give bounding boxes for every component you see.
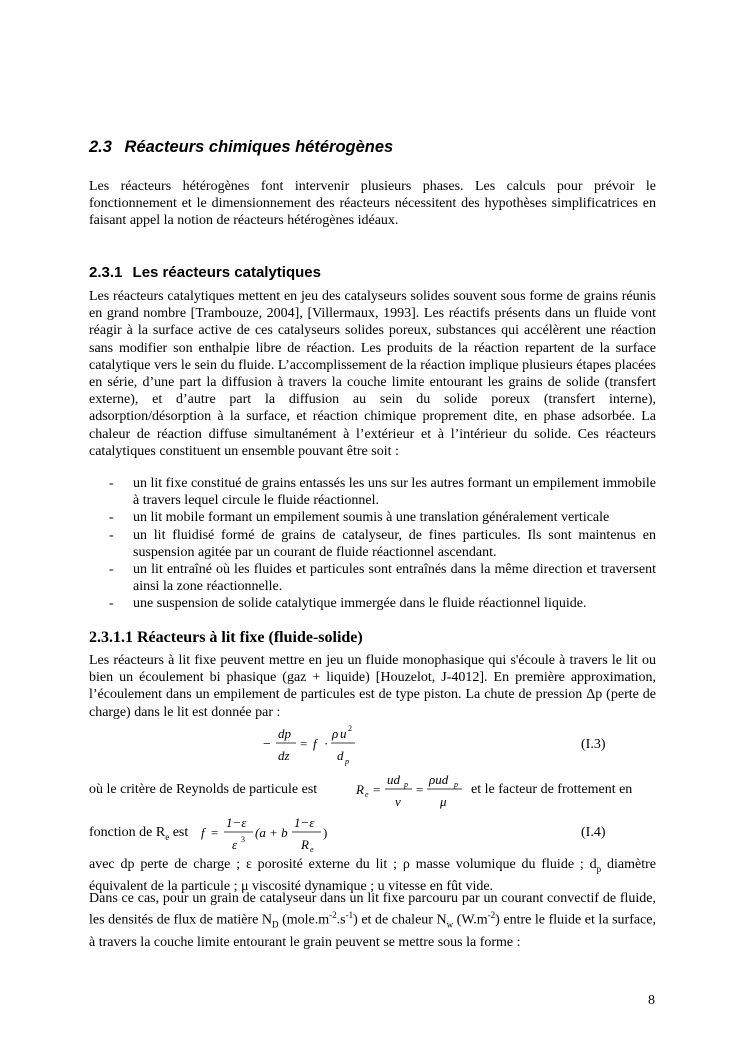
equation-tag-I3: (I.3) — [581, 737, 606, 752]
re-R: R — [356, 782, 364, 797]
subsection-heading — [89, 264, 321, 281]
bullet-marker: - — [109, 476, 114, 491]
re-equals-1: = — [373, 782, 381, 797]
bullet-marker: - — [109, 596, 114, 612]
subsubsection-heading — [89, 629, 363, 647]
eq2-den1: ε — [232, 837, 238, 852]
eq1-num-dp: dp — [278, 726, 291, 741]
section-intro-paragraph: Les réacteurs hétérogènes font intervenir plusieurs phases. Les calculs pour prévoir le fonctionnement et le dimensionnement des réacteurs nécessitent des hypothèses simplificatrices en faisant appel la notion de réacteurs hétérogènes idéaux. — [89, 179, 656, 229]
subsubsection-number: 2.3.1.1 — [89, 629, 133, 646]
eq1-u: u — [340, 726, 347, 741]
subsection-number: 2.3.1 — [89, 264, 123, 281]
bullet-marker: - — [109, 562, 114, 578]
list-item: - un lit mobile formant un empilement soumis à une translation généralement verticale — [109, 510, 610, 526]
re-num1-sub: p — [404, 780, 408, 789]
eq2-num1: 1−ε — [226, 815, 247, 830]
bullet-marker: - — [109, 510, 114, 526]
eq1-rho: ρ — [332, 726, 339, 741]
section-title: Réacteurs chimiques hétérogènes — [124, 138, 394, 156]
reynolds-text-left: où le critère de Reynolds de particule est — [89, 782, 318, 797]
eq1-equals: = — [300, 736, 308, 751]
reynolds-text-right: et le facteur de frottement en — [471, 782, 633, 797]
re-num1: ud — [387, 772, 400, 787]
equation-tag-I4: (I.4) — [581, 825, 606, 840]
eq2-open: (a + b — [255, 825, 288, 840]
friction-text-prefix: fonction de $R_e$ est — [89, 825, 189, 842]
eq2-close: ) — [323, 825, 328, 840]
re-den1: ν — [395, 794, 401, 809]
eq2-den2: R — [301, 837, 309, 852]
variables-definition-paragraph: avec dp perte de charge ; ε porosité externe du lit ; ρ masse volumique du fluide ; $d_p$ diamètre équivalent de la particule ; μ viscosité dynamique ; u vitesse en fût vide. — [89, 857, 656, 894]
re-num2-sub: p — [454, 780, 458, 789]
eq2-den2-sub: e — [310, 845, 314, 854]
bullet-marker: - — [109, 527, 114, 543]
eq1-d-sub: p — [345, 757, 349, 766]
section-heading — [89, 138, 393, 157]
subsubsection-body-paragraph: Les réacteurs à lit fixe peuvent mettre en jeu un fluide monophasique qui s'écoule à travers le lit ou bien un écoulement bi phasique (gaz + liquide) [Houzelot, J-4012]. En première approximation, l’écoulement dans un empilement de particules est de type piston. La chute de pression Δp (perte de charge) dans le lit est donnée par : — [89, 653, 656, 720]
list-item: - un lit entraîné où les fluides et particules sont entraînés dans la même direction et traversent ainsi la zone réactionnelle. — [109, 562, 656, 595]
re-num2: ρud — [429, 772, 449, 787]
eq1-minus: − — [263, 737, 271, 752]
eq2-den1-exp: 3 — [241, 835, 245, 844]
flux-density-paragraph: Dans ce cas, pour un grain de catalyseur dans un lit fixe parcouru par un courant convectif de fluide, les densités de flux de matière $N_D$ $(mole.m^{-2}.s^{-1})$ et de chaleur $N_w$ $(W.m^{-2})$ entre le fluide et la surface, à travers la couche limite entourant le grain peuvent se mettre sous la forme : — [89, 891, 657, 950]
eq1-den-dz: dz — [278, 748, 290, 763]
eq2-num2: 1−ε — [294, 815, 315, 830]
friction-factor-equation — [197, 811, 347, 859]
subsection-title: Les réacteurs catalytiques — [132, 264, 321, 281]
re-den2: μ — [440, 794, 447, 809]
re-equals-2: = — [416, 782, 424, 797]
eq1-dot: · — [324, 736, 329, 751]
page-number: 8 — [648, 993, 655, 1008]
pressure-drop-equation — [255, 722, 375, 772]
subsubsection-title: Réacteurs à lit fixe (fluide-solide) — [137, 629, 363, 646]
list-item: - un lit fluidisé formé de grains de catalyseur, de fines particules. Ils sont maintenus en suspension agitée par un courant de fluide réactionnel ascendant. — [109, 527, 656, 560]
section-number: 2.3 — [89, 138, 112, 156]
re-R-sub: e — [365, 790, 369, 799]
subsection-body-paragraph: Les réacteurs catalytiques mettent en jeu des catalyseurs solides souvent sous forme de grains réunis en grand nombre [Trambouze, 2004], [Villermaux, 1993]. Les réactifs présents dans un fluide vont réagir à la surface active de ces catalyseurs solides poreux, substances qui accélèrent une réaction sans modifier son enthalpie libre de réaction. Les produits de la réaction repartent de la surface catalytique vers le sein du fluide. L’accomplissement de la réaction implique plusieurs étapes placées en série, d’une part la diffusion à travers la couche limite entourant les grains de solide (transfert externe), et d’autre part la diffusion au sein du solide poreux (transfert interne), adsorption/désorption à la surface, et réaction chimique proprement dite, en phase adsorbée. La chaleur de réaction diffuse simultanément à l’extérieur et à l’intérieur du solide. Ces réacteurs catalytiques constituent un ensemble pouvant être soit : — [89, 289, 656, 459]
list-item: - une suspension de solide catalytique immergée dans le fluide réactionnel liquide. — [109, 596, 587, 612]
reactor-types-list — [89, 475, 656, 613]
eq2-f: f — [201, 825, 205, 840]
eq1-exp: 2 — [348, 724, 352, 733]
eq1-d: d — [337, 748, 344, 763]
reynolds-number-equation — [352, 766, 472, 816]
eq2-equals: = — [211, 825, 219, 840]
eq1-f: f — [313, 736, 317, 751]
list-item: - un lit fixe constitué de grains entassés les uns sur les autres formant un empilement immobile à travers lequel circule le fluide réactionnel. — [109, 476, 656, 509]
